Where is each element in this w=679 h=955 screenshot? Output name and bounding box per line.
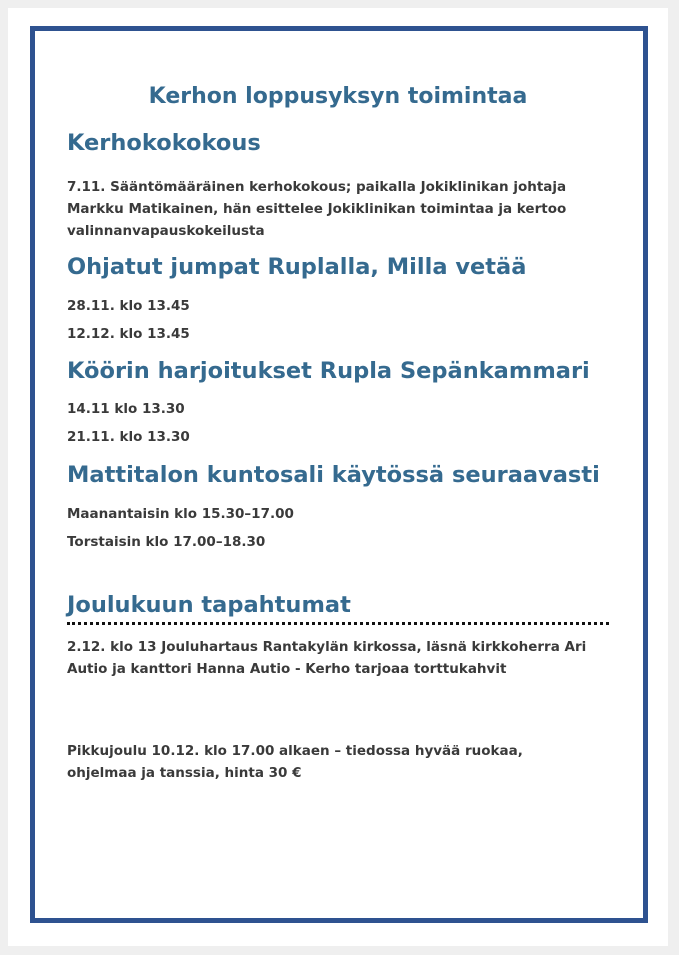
koori-date-1: 14.11 klo 13.30	[67, 401, 185, 417]
joulukuu-event-1: 2.12. klo 13 Jouluhartaus Rantakylän kirkossa, läsnä kirkkoherra Ari Autio ja kanttori Hanna Autio - Kerho tarjoaa torttukahvit	[67, 639, 587, 677]
joulukuu-event-2: Pikkujoulu 10.12. klo 17.00 alkaen – tiedossa hyvää ruokaa, ohjelmaa ja tanssia, hinta 30 €	[67, 743, 523, 781]
document-page	[8, 8, 668, 946]
kerhokokous-text: 7.11. Sääntömääräinen kerhokokous; paikalla Jokiklinikan johtaja Markku Matikainen, hän esittelee Jokiklinikan toimintaa ja kertoo valinnanvapauskokeilusta	[67, 179, 567, 239]
section-heading-kuntosali: Mattitalon kuntosali käytössä seuraavasti	[67, 462, 600, 488]
kuntosali-time-1: Maanantaisin klo 15.30–17.00	[67, 506, 294, 522]
jumppa-date-2: 12.12. klo 13.45	[67, 326, 190, 342]
dotted-divider	[67, 622, 609, 625]
jumppa-date-1: 28.11. klo 13.45	[67, 298, 190, 314]
section-heading-kerhokokous: Kerhokokokous	[67, 130, 261, 156]
section-heading-jumpat: Ohjatut jumpat Ruplalla, Milla vetää	[67, 254, 527, 280]
section-heading-koori: Köörin harjoitukset Rupla Sepänkammari	[67, 358, 590, 384]
koori-date-2: 21.11. klo 13.30	[67, 429, 190, 445]
kuntosali-time-2: Torstaisin klo 17.00–18.30	[67, 534, 266, 550]
document-title: Kerhon loppusyksyn toimintaa	[148, 84, 528, 109]
section-heading-joulukuu: Joulukuun tapahtumat	[67, 592, 351, 618]
